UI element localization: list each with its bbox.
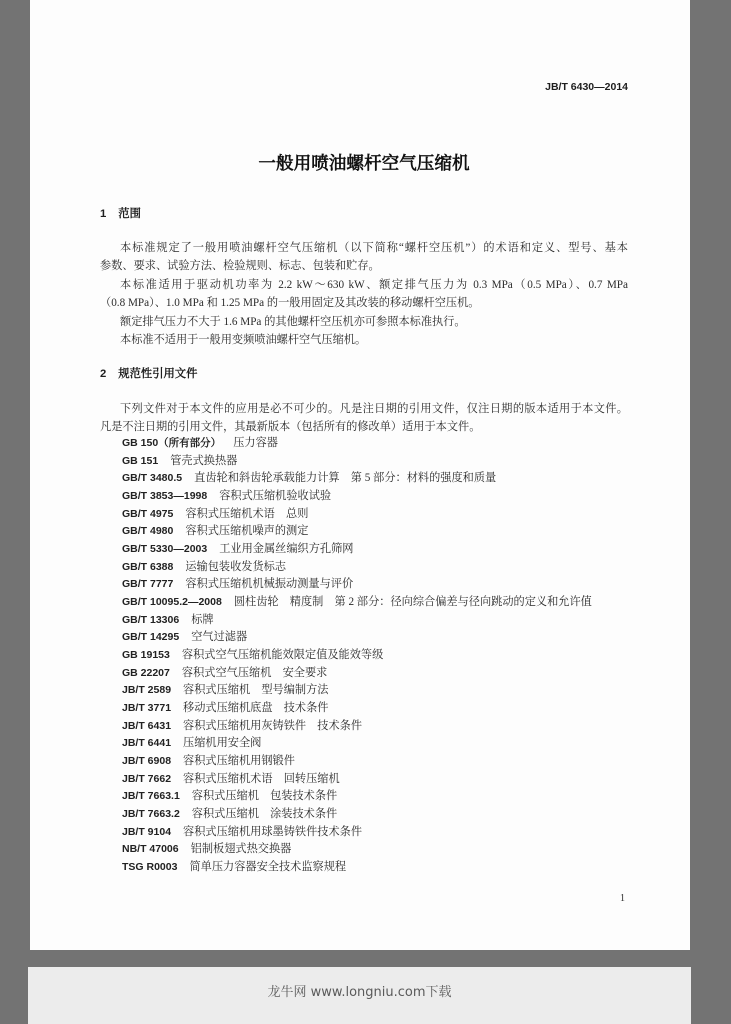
reference-item <box>122 435 592 453</box>
reference-item <box>122 859 592 877</box>
reference-code: GB/T 14295 <box>122 631 180 644</box>
reference-item <box>122 718 592 736</box>
reference-title: 容积式空气压缩机能效限定值及能效等级 <box>181 649 384 662</box>
paragraph-line: 本标准适用于驱动机功率为 2.2 kW～630 kW、额定排气压力为 0.3 MPa（0.5 MPa）、0.7 MPa <box>120 278 628 291</box>
reference-item <box>122 559 592 577</box>
reference-item <box>122 824 592 842</box>
reference-item <box>122 771 592 789</box>
reference-title: 容积式压缩机噪声的测定 <box>185 525 309 538</box>
reference-title: 容积式压缩机验收试验 <box>219 490 332 503</box>
section-heading-normative-references <box>100 365 197 383</box>
reference-code: GB/T 13306 <box>122 613 180 626</box>
reference-item <box>122 541 592 559</box>
reference-code: GB/T 4975 <box>122 507 174 520</box>
section-number: 2 <box>100 368 107 380</box>
reference-title: 容积式压缩机术语 总则 <box>185 507 309 520</box>
reference-item <box>122 506 592 524</box>
download-watermark-bar <box>28 967 691 1024</box>
reference-code: GB 151 <box>122 454 159 467</box>
reference-title: 移动式压缩机底盘 技术条件 <box>183 702 329 715</box>
reference-item <box>122 735 592 753</box>
reference-title: 简单压力容器安全技术监察规程 <box>189 861 347 874</box>
reference-title: 容积式压缩机机械振动测量与评价 <box>185 578 354 591</box>
reference-title: 工业用金属丝编织方孔筛网 <box>219 543 354 556</box>
reference-title: 容积式空气压缩机 安全要求 <box>181 666 328 679</box>
reference-code: JB/T 7662 <box>122 772 172 785</box>
reference-code: JB/T 9104 <box>122 825 172 838</box>
standard-number: JB/T 6430—2014 <box>545 81 628 93</box>
reference-list <box>122 435 592 877</box>
reference-code: JB/T 6441 <box>122 737 172 750</box>
reference-title: 圆柱齿轮 精度制 第 2 部分：径向综合偏差与径向跳动的定义和允许值 <box>233 596 592 609</box>
reference-title: 空气过滤器 <box>191 631 248 644</box>
reference-item <box>122 629 592 647</box>
reference-code: NB/T 47006 <box>122 843 179 856</box>
paragraph-line: 额定排气压力不大于 1.6 MPa 的其他螺杆空压机亦可参照本标准执行。 <box>120 315 466 328</box>
paragraph-line: 下列文件对于本文件的应用是必不可少的。凡是注日期的引用文件，仅注日期的版本适用于本文件。 <box>120 403 628 415</box>
reference-title: 运输包装收发货标志 <box>185 560 287 573</box>
reference-title: 容积式压缩机用钢锻件 <box>183 755 295 768</box>
reference-code: GB 150（所有部分） <box>122 437 222 449</box>
reference-code: JB/T 6908 <box>122 755 172 768</box>
section-title: 规范性引用文件 <box>118 368 198 380</box>
reference-item <box>122 470 592 488</box>
watermark-text: 龙牛网 www.longniu.com下载 <box>267 985 452 1000</box>
reference-code: GB/T 4980 <box>122 525 174 538</box>
section-scope-body <box>100 239 628 349</box>
reference-item <box>122 806 592 824</box>
reference-code: GB/T 6388 <box>122 560 174 573</box>
reference-code: JB/T 3771 <box>122 702 172 715</box>
reference-title: 压缩机用安全阀 <box>183 737 262 750</box>
reference-item <box>122 753 592 771</box>
reference-title: 容积式压缩机用球墨铸铁件技术条件 <box>183 825 363 838</box>
reference-item <box>122 700 592 718</box>
reference-title: 标牌 <box>191 613 214 626</box>
reference-title: 容积式压缩机 型号编制方法 <box>183 684 329 697</box>
reference-title: 直齿轮和斜齿轮承载能力计算 第 5 部分：材料的强度和质量 <box>194 472 497 485</box>
reference-code: JB/T 7663.2 <box>122 808 180 821</box>
section-heading-scope <box>100 205 141 223</box>
reference-title: 管壳式换热器 <box>170 454 238 467</box>
section-references-intro <box>100 400 628 436</box>
reference-title: 容积式压缩机用灰铸铁件 技术条件 <box>183 719 363 732</box>
reference-code: GB/T 3480.5 <box>122 472 183 485</box>
reference-item <box>122 788 592 806</box>
reference-code: JB/T 2589 <box>122 684 172 697</box>
reference-code: TSG R0003 <box>122 861 178 874</box>
reference-title: 容积式压缩机 涂装技术条件 <box>191 808 338 821</box>
paragraph-line: 凡是不注日期的引用文件，其最新版本（包括所有的修改单）适用于本文件。 <box>100 421 481 433</box>
reference-item <box>122 647 592 665</box>
reference-title: 容积式压缩机术语 回转压缩机 <box>183 772 340 785</box>
reference-item <box>122 612 592 630</box>
document-title: 一般用喷油螺杆空气压缩机 <box>258 153 470 173</box>
reference-item <box>122 682 592 700</box>
paragraph-line: 参数、要求、试验方法、检验规则、标志、包装和贮存。 <box>100 260 380 273</box>
reference-code: GB/T 10095.2—2008 <box>122 596 222 609</box>
reference-item <box>122 665 592 683</box>
reference-code: GB/T 7777 <box>122 578 174 591</box>
paragraph-line: 本标准规定了一般用喷油螺杆空气压缩机（以下简称“螺杆空压机”）的术语和定义、型号、基本 <box>120 242 628 254</box>
reference-title: 容积式压缩机 包装技术条件 <box>191 790 338 803</box>
reference-title: 压力容器 <box>233 437 278 449</box>
document-page <box>30 0 690 950</box>
section-number: 1 <box>100 208 107 220</box>
reference-item <box>122 488 592 506</box>
reference-item <box>122 594 592 612</box>
reference-code: GB 19153 <box>122 649 170 662</box>
reference-title: 铝制板翅式热交换器 <box>190 843 292 856</box>
reference-item <box>122 523 592 541</box>
reference-item <box>122 453 592 471</box>
reference-code: JB/T 7663.1 <box>122 790 180 803</box>
reference-code: GB/T 5330—2003 <box>122 543 208 556</box>
page-number: 1 <box>620 893 625 904</box>
reference-item <box>122 576 592 594</box>
reference-code: JB/T 6431 <box>122 719 172 732</box>
reference-code: GB 22207 <box>122 666 170 679</box>
reference-code: GB/T 3853—1998 <box>122 490 208 503</box>
paragraph-line: 本标准不适用于一般用变频喷油螺杆空气压缩机。 <box>120 334 367 347</box>
section-title: 范围 <box>118 208 141 220</box>
paragraph-line: （0.8 MPa）、1.0 MPa 和 1.25 MPa 的一般用固定及其改装的移动螺杆空压机。 <box>100 297 480 310</box>
reference-item <box>122 841 592 859</box>
